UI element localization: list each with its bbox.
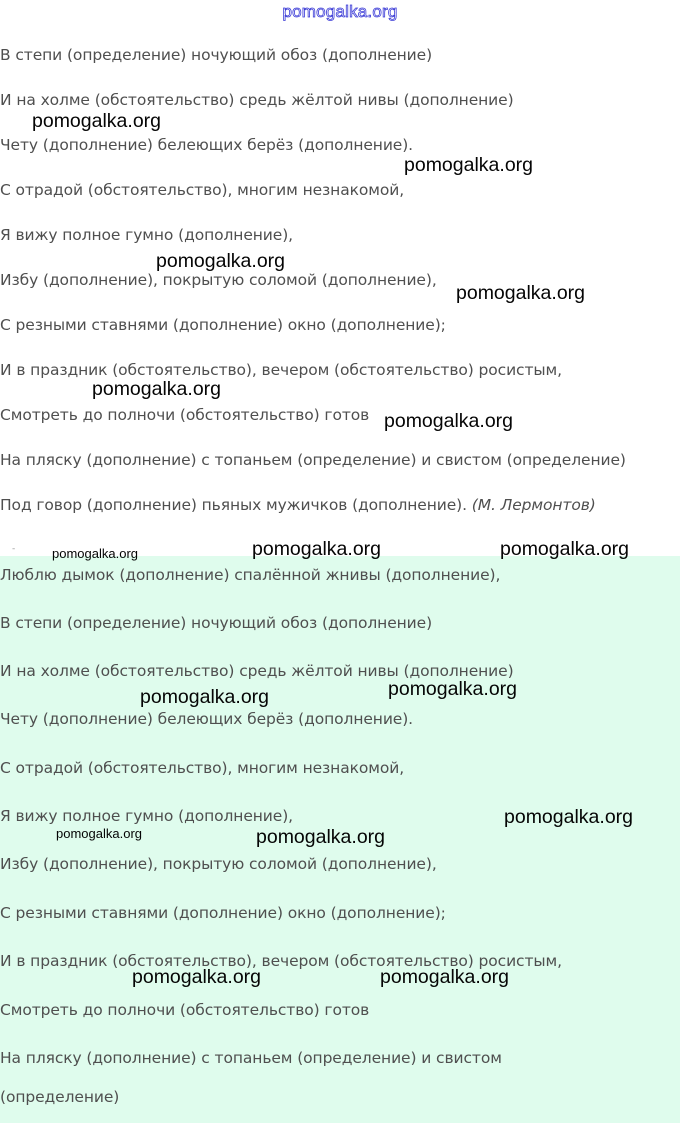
poem-line: Избу (дополнение), покрытую соломой (дополнение), (0, 855, 437, 873)
poem-last-line-text: Под говор (дополнение) пьяных мужичков (дополнение). (0, 496, 467, 514)
watermark: pomogalka.org (504, 806, 633, 828)
watermark: pomogalka.org (156, 250, 285, 272)
separator-mark: - (12, 544, 16, 554)
poem-line: На пляску (дополнение) с топаньем (определение) и свистом (0, 1049, 502, 1067)
poem-line: На пляску (дополнение) с топаньем (определение) и свистом (определение) (0, 451, 626, 469)
watermark: pomogalka.org (388, 678, 517, 700)
poem-author: (М. Лермонтов) (471, 496, 596, 514)
poem-line: Я вижу полное гумно (дополнение), (0, 226, 293, 244)
watermark: pomogalka.org (56, 826, 142, 841)
poem-line: И в праздник (обстоятельство), вечером (обстоятельство) росистым, (0, 952, 562, 970)
poem-line: И на холме (обстоятельство) средь жёлтой нивы (дополнение) (0, 91, 514, 109)
poem-line: Чету (дополнение) белеющих берёз (дополнение). (0, 710, 414, 728)
watermark: pomogalka.org (132, 966, 261, 988)
watermark: pomogalka.org (252, 538, 381, 560)
watermark: pomogalka.org (32, 110, 161, 132)
watermark: pomogalka.org (256, 826, 385, 848)
poem-line: С резными ставнями (дополнение) окно (дополнение); (0, 904, 446, 922)
poem-line: В степи (определение) ночующий обоз (дополнение) (0, 46, 433, 64)
watermark: pomogalka.org (140, 686, 269, 708)
poem-line: (определение) (0, 1088, 120, 1106)
watermark: pomogalka.org (384, 410, 513, 432)
watermark: pomogalka.org (404, 154, 533, 176)
watermark: pomogalka.org (380, 966, 509, 988)
poem-line: И на холме (обстоятельство) средь жёлтой нивы (дополнение) (0, 662, 514, 680)
watermark: pomogalka.org (500, 538, 629, 560)
poem-line: Чету (дополнение) белеющих берёз (дополнение). (0, 136, 414, 154)
poem-line: С резными ставнями (дополнение) окно (дополнение); (0, 316, 446, 334)
poem-line: Я вижу полное гумно (дополнение), (0, 807, 293, 825)
poem-line: Смотреть до полночи (обстоятельство) готов (0, 406, 370, 424)
watermark: pomogalka.org (92, 378, 221, 400)
poem-line: Избу (дополнение), покрытую соломой (дополнение), (0, 271, 437, 289)
poem-last-line (0, 496, 596, 514)
poem-line: Люблю дымок (дополнение) спалённой жнивы (дополнение), (0, 566, 501, 584)
header-watermark: pomogalka.org (282, 2, 398, 21)
poem-line: С отрадой (обстоятельство), многим незнакомой, (0, 181, 405, 199)
poem-line: В степи (определение) ночующий обоз (дополнение) (0, 614, 433, 632)
watermark: pomogalka.org (52, 546, 138, 561)
poem-line: И в праздник (обстоятельство), вечером (обстоятельство) росистым, (0, 361, 562, 379)
poem-line: Смотреть до полночи (обстоятельство) готов (0, 1001, 370, 1019)
poem-line: С отрадой (обстоятельство), многим незнакомой, (0, 759, 405, 777)
watermark: pomogalka.org (456, 282, 585, 304)
